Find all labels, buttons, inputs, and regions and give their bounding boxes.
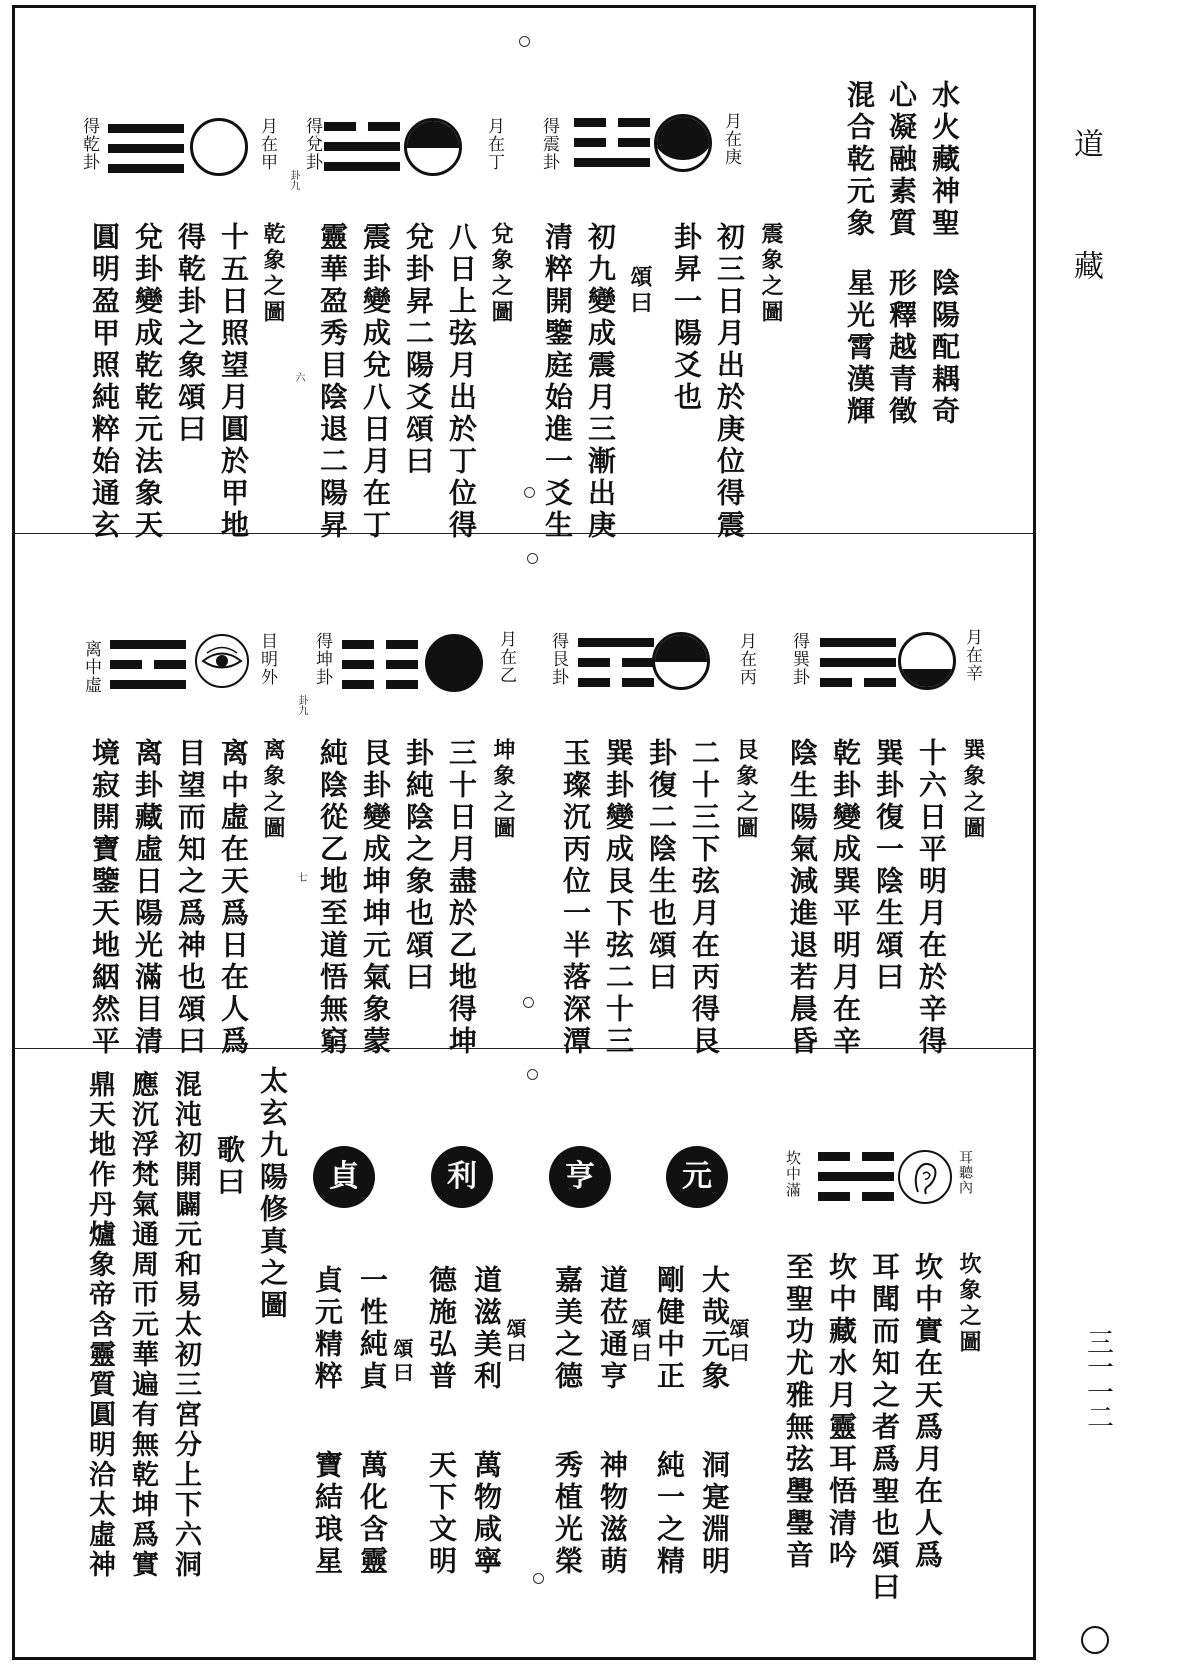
li2-line-1: 道滋美利 bbox=[470, 1265, 503, 1393]
zhen-title: 震象之圖 bbox=[758, 222, 784, 326]
moon-last-quarter-icon bbox=[652, 632, 710, 690]
xun-trigram-icon bbox=[820, 638, 896, 688]
li-line-2: 目望而知之爲神也頌曰 bbox=[174, 738, 207, 1058]
li-gua-label: 离中虛 bbox=[81, 640, 101, 694]
qian-gua-label: 得乾卦 bbox=[79, 117, 99, 171]
verse-b-line-2: 形釋越青徵 bbox=[885, 268, 918, 428]
zhen2-line-3: 萬化含靈 bbox=[356, 1450, 389, 1578]
dui-gua-note: 卦九 bbox=[288, 170, 299, 190]
zhen-line-4: 初九變成震月三漸出庚 bbox=[584, 222, 617, 542]
zhen-heading: 頌曰 bbox=[390, 1338, 414, 1386]
kan-line-1: 坎中實在天爲月在人爲 bbox=[911, 1252, 944, 1572]
hole-mark bbox=[527, 553, 538, 564]
hole-mark bbox=[519, 36, 530, 47]
dui-line-3: 震卦變成兌八日月在丁 bbox=[359, 222, 392, 542]
dui-line-4: 靈華盈秀目陰退二陽昇 bbox=[316, 222, 349, 542]
heng-line-1: 道莅通亨 bbox=[596, 1265, 629, 1393]
li-line-4: 境寂開寶鑒天地絪然平 bbox=[88, 738, 121, 1058]
dui-trigram-icon bbox=[324, 122, 400, 172]
li2-line-3: 萬物咸寧 bbox=[470, 1450, 503, 1578]
gen-line-2: 卦復二陰生也頌曰 bbox=[645, 738, 678, 994]
hole-mark bbox=[523, 997, 534, 1008]
moon-full-icon bbox=[190, 118, 248, 176]
kan-trigram-icon bbox=[818, 1152, 894, 1202]
dui-moon-label: 月在丁 bbox=[484, 117, 504, 171]
li-heading: 頌曰 bbox=[503, 1318, 527, 1366]
li-line-1: 离中虛在天爲日在人爲 bbox=[217, 738, 250, 1058]
zhen2-line-1: 一性純貞 bbox=[356, 1265, 389, 1393]
qian-line-1: 十五日照望月圓於甲地 bbox=[217, 222, 250, 542]
heng-line-2: 嘉美之德 bbox=[551, 1265, 584, 1393]
intro-line-3: 混合乾元象 bbox=[843, 80, 876, 240]
kun-gua-label: 得坤卦 bbox=[312, 632, 332, 686]
zhen-line-2: 卦昇一陽爻也 bbox=[670, 222, 703, 414]
moon-crescent-icon bbox=[654, 114, 712, 172]
kan-line-3: 坎中藏水月靈耳悟清吟 bbox=[825, 1252, 858, 1572]
dui-line-2: 兌卦昇二陽爻頌曰 bbox=[402, 222, 435, 478]
heng-line-4: 秀植光榮 bbox=[551, 1450, 584, 1578]
qian-moon-label: 月在甲 bbox=[257, 117, 277, 171]
yuan-badge bbox=[666, 1146, 728, 1208]
li-line-3: 离卦藏虛日陽光滿目清 bbox=[131, 738, 164, 1058]
taixuan-line-1: 混沌初開闢元和易太初三宮分上下六洞 bbox=[170, 1070, 201, 1580]
moon-new-icon bbox=[425, 634, 483, 692]
xun-line-1: 十六日平明月在於辛得 bbox=[915, 738, 948, 1058]
kan-line-4: 至聖功尤雅無弦璺璺音 bbox=[782, 1252, 815, 1572]
intro-line-2: 心凝融素質 bbox=[885, 80, 918, 240]
yuan-heading: 頌曰 bbox=[726, 1318, 750, 1366]
kun-line-1: 三十日月盡於乙地得坤 bbox=[445, 738, 478, 1058]
zhen2-line-4: 寶結琅星 bbox=[311, 1450, 344, 1578]
yuan-line-4: 純一之精 bbox=[653, 1450, 686, 1578]
qian-line-2: 得乾卦之象頌曰 bbox=[174, 222, 207, 446]
side-title-1: 道 bbox=[1068, 128, 1103, 158]
heng-badge bbox=[549, 1146, 611, 1208]
moon-first-quarter-icon bbox=[404, 118, 462, 176]
kun-line-4: 純陰從乙地至道悟無窮 bbox=[316, 738, 349, 1058]
heng-heading: 頌曰 bbox=[628, 1318, 652, 1366]
gen-gua-label: 得艮卦 bbox=[548, 632, 568, 686]
kun-trigram-icon bbox=[342, 640, 418, 690]
zhen-trigram-icon bbox=[574, 118, 650, 168]
dui-title: 兌象之圖 bbox=[488, 222, 514, 326]
section-divider-2 bbox=[12, 1048, 1036, 1049]
yuan-line-3: 洞寔淵明 bbox=[698, 1450, 731, 1578]
yuan-line-2: 剛健中正 bbox=[653, 1265, 686, 1393]
moon-waning-icon bbox=[898, 632, 956, 690]
heng-badge-text: 亨 bbox=[565, 1159, 595, 1194]
page-number-circle bbox=[1081, 1626, 1109, 1654]
zhen2-line-2: 貞元精粹 bbox=[311, 1265, 344, 1393]
zhen-line-1: 初三日月出於庚位得震 bbox=[713, 222, 746, 542]
kun-line-3: 艮卦變成坤坤元氣象蒙 bbox=[359, 738, 392, 1058]
qian-title: 乾象之圖 bbox=[260, 222, 286, 326]
kan-title: 坎象之圖 bbox=[956, 1252, 982, 1356]
li-trigram-icon bbox=[110, 640, 186, 690]
gen-line-3: 巽卦變成艮下弦二十三 bbox=[602, 738, 635, 1058]
taixuan-song: 歌曰 bbox=[213, 1135, 246, 1199]
eye-icon bbox=[195, 634, 249, 688]
zhen-moon-label: 月在庚 bbox=[721, 112, 741, 166]
xun-line-3: 乾卦變成巽平明月在辛 bbox=[829, 738, 862, 1058]
zhen-line-3: 頌曰 bbox=[627, 265, 653, 317]
xun-line-2: 巽卦復一陰生頌曰 bbox=[872, 738, 905, 994]
li-badge-text: 利 bbox=[447, 1159, 477, 1194]
hole-mark bbox=[527, 1069, 538, 1080]
kun-gua-note: 卦九 bbox=[296, 695, 307, 715]
taixuan-line-2: 應沉浮梵氣通周帀元華遍有無乾坤爲實 bbox=[127, 1070, 158, 1580]
zhen-badge bbox=[313, 1146, 375, 1208]
kun-line-2: 卦純陰之象也頌曰 bbox=[402, 738, 435, 994]
li2-line-2: 德施弘普 bbox=[425, 1265, 458, 1393]
heng-line-3: 神物滋萌 bbox=[596, 1450, 629, 1578]
kan-line-2: 耳聞而知之者爲聖也頌曰 bbox=[868, 1252, 901, 1604]
kun-moon-label: 月在乙 bbox=[496, 630, 516, 684]
li-icon-label: 目明外 bbox=[257, 632, 277, 686]
page-number: 三一一二 bbox=[1082, 1328, 1113, 1428]
hole-mark bbox=[533, 1573, 544, 1584]
folio-mark-top: 六 bbox=[293, 372, 304, 382]
qian-line-3: 兌卦變成乾乾元法象天 bbox=[131, 222, 164, 542]
side-title-2: 藏 bbox=[1068, 250, 1103, 280]
ear-icon bbox=[898, 1150, 952, 1204]
gen-title: 艮象之圖 bbox=[733, 738, 759, 842]
gen-trigram-icon bbox=[578, 638, 654, 688]
xun-title: 巽象之圖 bbox=[960, 738, 986, 842]
gen-line-4: 玉璨沉丙位一半落深潭 bbox=[559, 738, 592, 1058]
dui-gua-label: 得兌卦 bbox=[302, 117, 322, 171]
xun-gua-label: 得巽卦 bbox=[789, 632, 809, 686]
yuan-badge-text: 元 bbox=[682, 1159, 712, 1194]
verse-b-line-1: 陰陽配耦奇 bbox=[928, 268, 961, 428]
yuan-line-1: 大哉元象 bbox=[698, 1265, 731, 1393]
gen-moon-label: 月在丙 bbox=[736, 632, 756, 686]
xun-moon-label: 月在辛 bbox=[962, 628, 982, 682]
folio-mark-mid: 七 bbox=[295, 872, 306, 882]
taixuan-line-3: 鼎天地作丹爐象帝含靈質圓明洽太虛神 bbox=[84, 1070, 115, 1580]
kan-icon-label: 耳聽內 bbox=[957, 1150, 973, 1195]
intro-line-1: 水火藏神聖 bbox=[928, 80, 961, 240]
qian-trigram-icon bbox=[108, 124, 184, 174]
taixuan-title: 太玄九陽修真之圖 bbox=[256, 1066, 289, 1322]
dui-line-1: 八日上弦月出於丁位得 bbox=[445, 222, 478, 542]
li2-line-4: 天下文明 bbox=[425, 1450, 458, 1578]
verse-b-line-3: 星光霄漢輝 bbox=[843, 268, 876, 428]
kun-title: 坤象之圖 bbox=[490, 738, 516, 842]
section-divider-1 bbox=[12, 533, 1036, 534]
zhen-badge-text: 貞 bbox=[329, 1159, 359, 1194]
xun-line-4: 陰生陽氣減進退若晨昏 bbox=[786, 738, 819, 1058]
zhen-line-5: 清粹開鑒庭始進一爻生 bbox=[541, 222, 574, 542]
zhen-gua-label: 得震卦 bbox=[539, 117, 559, 171]
kan-gua-label: 坎中滿 bbox=[784, 1150, 802, 1198]
hole-mark bbox=[524, 487, 535, 498]
qian-line-4: 圓明盈甲照純粹始通玄 bbox=[88, 222, 121, 542]
gen-line-1: 二十三下弦月在丙得艮 bbox=[688, 738, 721, 1058]
li-title: 离象之圖 bbox=[260, 738, 286, 842]
li-badge bbox=[431, 1146, 493, 1208]
